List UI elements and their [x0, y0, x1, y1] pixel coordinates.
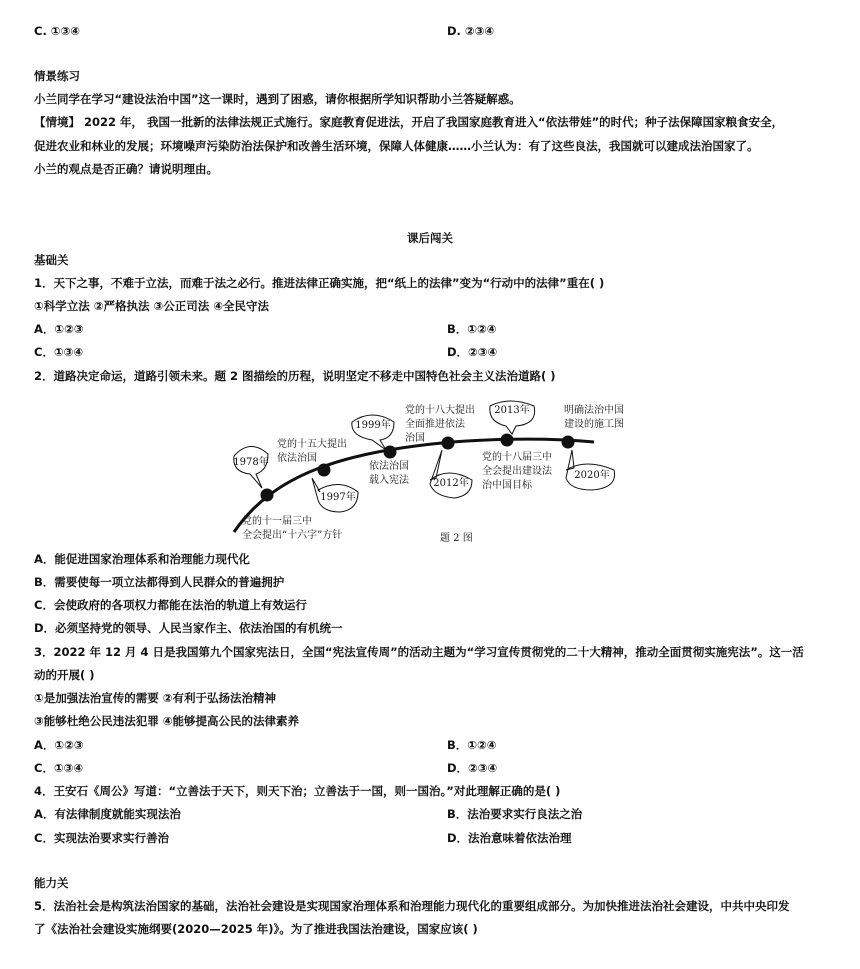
- scene-line-2: 促进农业和林业的发展；环境噪声污染防治法保护和改善生活环境，保障人体健康……小兰认为：有了这些良法，我国就可以建成法治国家了。: [34, 139, 759, 153]
- event-2012-line3: 治国: [405, 433, 425, 444]
- scene-tag: 【情境】: [34, 115, 80, 129]
- q4-stem: 4．王安石《周公》写道：“立善法于天下，则天下治；立善法于一国，则一国治。”对此理解正确的是( ): [34, 784, 561, 798]
- q3-stem-line1: 3．2022 年 12 月 4 日是我国第九个国家宪法日，全国“宪法宣传周”的活动主题为“学习宣传贯彻党的二十大精神，推动全面贯彻实施宪法”。这一活: [34, 645, 804, 659]
- timeline-dot-1999: [384, 446, 397, 459]
- event-1997-line1: 党的十五大提出: [277, 439, 347, 450]
- practice-intro: 小兰同学在学习“建设法治中国”这一课时，遇到了困惑，请你根据所学知识帮助小兰答疑解惑。: [34, 92, 521, 106]
- practice-question: 小兰的观点是否正确？请说明理由。: [34, 162, 218, 176]
- q3-items-line1: ①是加强法治宣传的需要 ②有利于弘扬法治精神: [34, 691, 276, 705]
- timeline-dot-2013: [501, 434, 514, 447]
- bubble-2012: [430, 450, 472, 498]
- event-1978-line2: 全会提出“十六字”方针: [242, 530, 343, 541]
- q1-stem: 1．天下之事，不难于立法，而难于法之必行。推进法律正确实施，把“纸上的法律”变为“行动中的法律”重在( ): [34, 276, 605, 290]
- year-1978: 1978年: [233, 457, 269, 468]
- q3-option-c: C．①③④: [34, 761, 84, 775]
- timeline-dot-2012: [442, 437, 455, 450]
- practice-title: 情景练习: [34, 69, 80, 83]
- q2-option-b: B．需要使每一项立法都得到人民群众的普遍拥护: [34, 575, 285, 589]
- q1-option-c: C．①③④: [34, 345, 84, 359]
- ability-level-title: 能力关: [34, 876, 69, 890]
- timeline-figure: [222, 394, 642, 546]
- q2-option-d: D．必须坚持党的领导、人民当家作主、依法治国的有机统一: [34, 621, 343, 635]
- timeline-dot-2020: [562, 436, 575, 449]
- q1-option-d: D．②③④: [447, 345, 498, 359]
- q3-option-b: B．①②④: [447, 738, 497, 752]
- year-1997: 1997年: [320, 492, 356, 503]
- event-1999-line1: 依法治国: [369, 461, 409, 472]
- basic-level-title: 基础关: [34, 253, 69, 267]
- scene-line-1: [34, 115, 783, 129]
- q4-option-c: C．实现法治要求实行善治: [34, 831, 169, 845]
- event-2020-line2: 建设的施工图: [564, 419, 624, 430]
- scene-text-1: 2022 年， 我国一批新的法律法规正式施行。家庭教育促进法，开启了我国家庭教育进入“依法带娃”的时代；种子法保障国家粮食安全，: [80, 115, 784, 129]
- event-1997-line2: 依法治国: [277, 453, 317, 464]
- q3-option-a: A．①②③: [34, 738, 84, 752]
- q4-option-a: A．有法律制度就能实现法治: [34, 807, 181, 821]
- q1-items: ①科学立法 ②严格执法 ③公正司法 ④全民守法: [34, 299, 269, 313]
- q2-stem: 2．道路决定命运，道路引领未来。题 2 图描绘的历程，说明坚定不移走中国特色社会主义法治道路( ): [34, 369, 556, 383]
- q3-option-d: D．②③④: [447, 761, 498, 775]
- section-heading: 课后闯关: [407, 231, 453, 245]
- q2-option-a: A．能促进国家治理体系和治理能力现代化: [34, 552, 250, 566]
- year-1999: 1999年: [355, 420, 391, 431]
- event-1978-line1: 党的十一届三中: [242, 516, 312, 527]
- event-2013-line1: 党的十八届三中: [482, 452, 552, 463]
- event-2013-line3: 治中国目标: [482, 480, 532, 491]
- prev-option-d: D. ②③④: [447, 24, 495, 38]
- event-2013-line2: 全会提出建设法: [482, 466, 552, 477]
- year-2013: 2013年: [494, 405, 530, 416]
- q5-line1: 5．法治社会是构筑法治国家的基础，法治社会建设是实现国家治理体系和治理能力现代化的重要组成部分。为加快推进法治社会建设，中共中央印发: [34, 899, 790, 913]
- figure-caption: 题 2 图: [440, 533, 473, 544]
- q3-items-line2: ③能够杜绝公民违法犯罪 ④能够提高公民的法律素养: [34, 714, 299, 728]
- q5-line2: 了《法治社会建设实施纲要(2020—2025 年)》。为了推进我国法治建设，国家应该( ): [34, 922, 478, 936]
- event-2012-line1: 党的十八大提出: [405, 405, 475, 416]
- year-2020: 2020年: [574, 470, 610, 481]
- timeline-dot-1997: [318, 464, 331, 477]
- q1-option-b: B．①②④: [447, 322, 497, 336]
- q1-option-a: A．①②③: [34, 322, 84, 336]
- q3-stem-line2: 动的开展( ): [34, 668, 95, 682]
- event-2020-line1: 明确法治中国: [564, 405, 624, 416]
- year-2012: 2012年: [433, 478, 469, 489]
- prev-option-c: C. ①③④: [34, 24, 81, 38]
- q2-option-c: C．会使政府的各项权力都能在法治的轨道上有效运行: [34, 598, 307, 612]
- q4-option-d: D．法治意味着依法治理: [447, 831, 572, 845]
- event-1999-line2: 载入宪法: [369, 475, 409, 486]
- q4-option-b: B．法治要求实行良法之治: [447, 807, 583, 821]
- event-2012-line2: 全面推进依法: [405, 419, 465, 430]
- timeline-dot-1978: [261, 489, 274, 502]
